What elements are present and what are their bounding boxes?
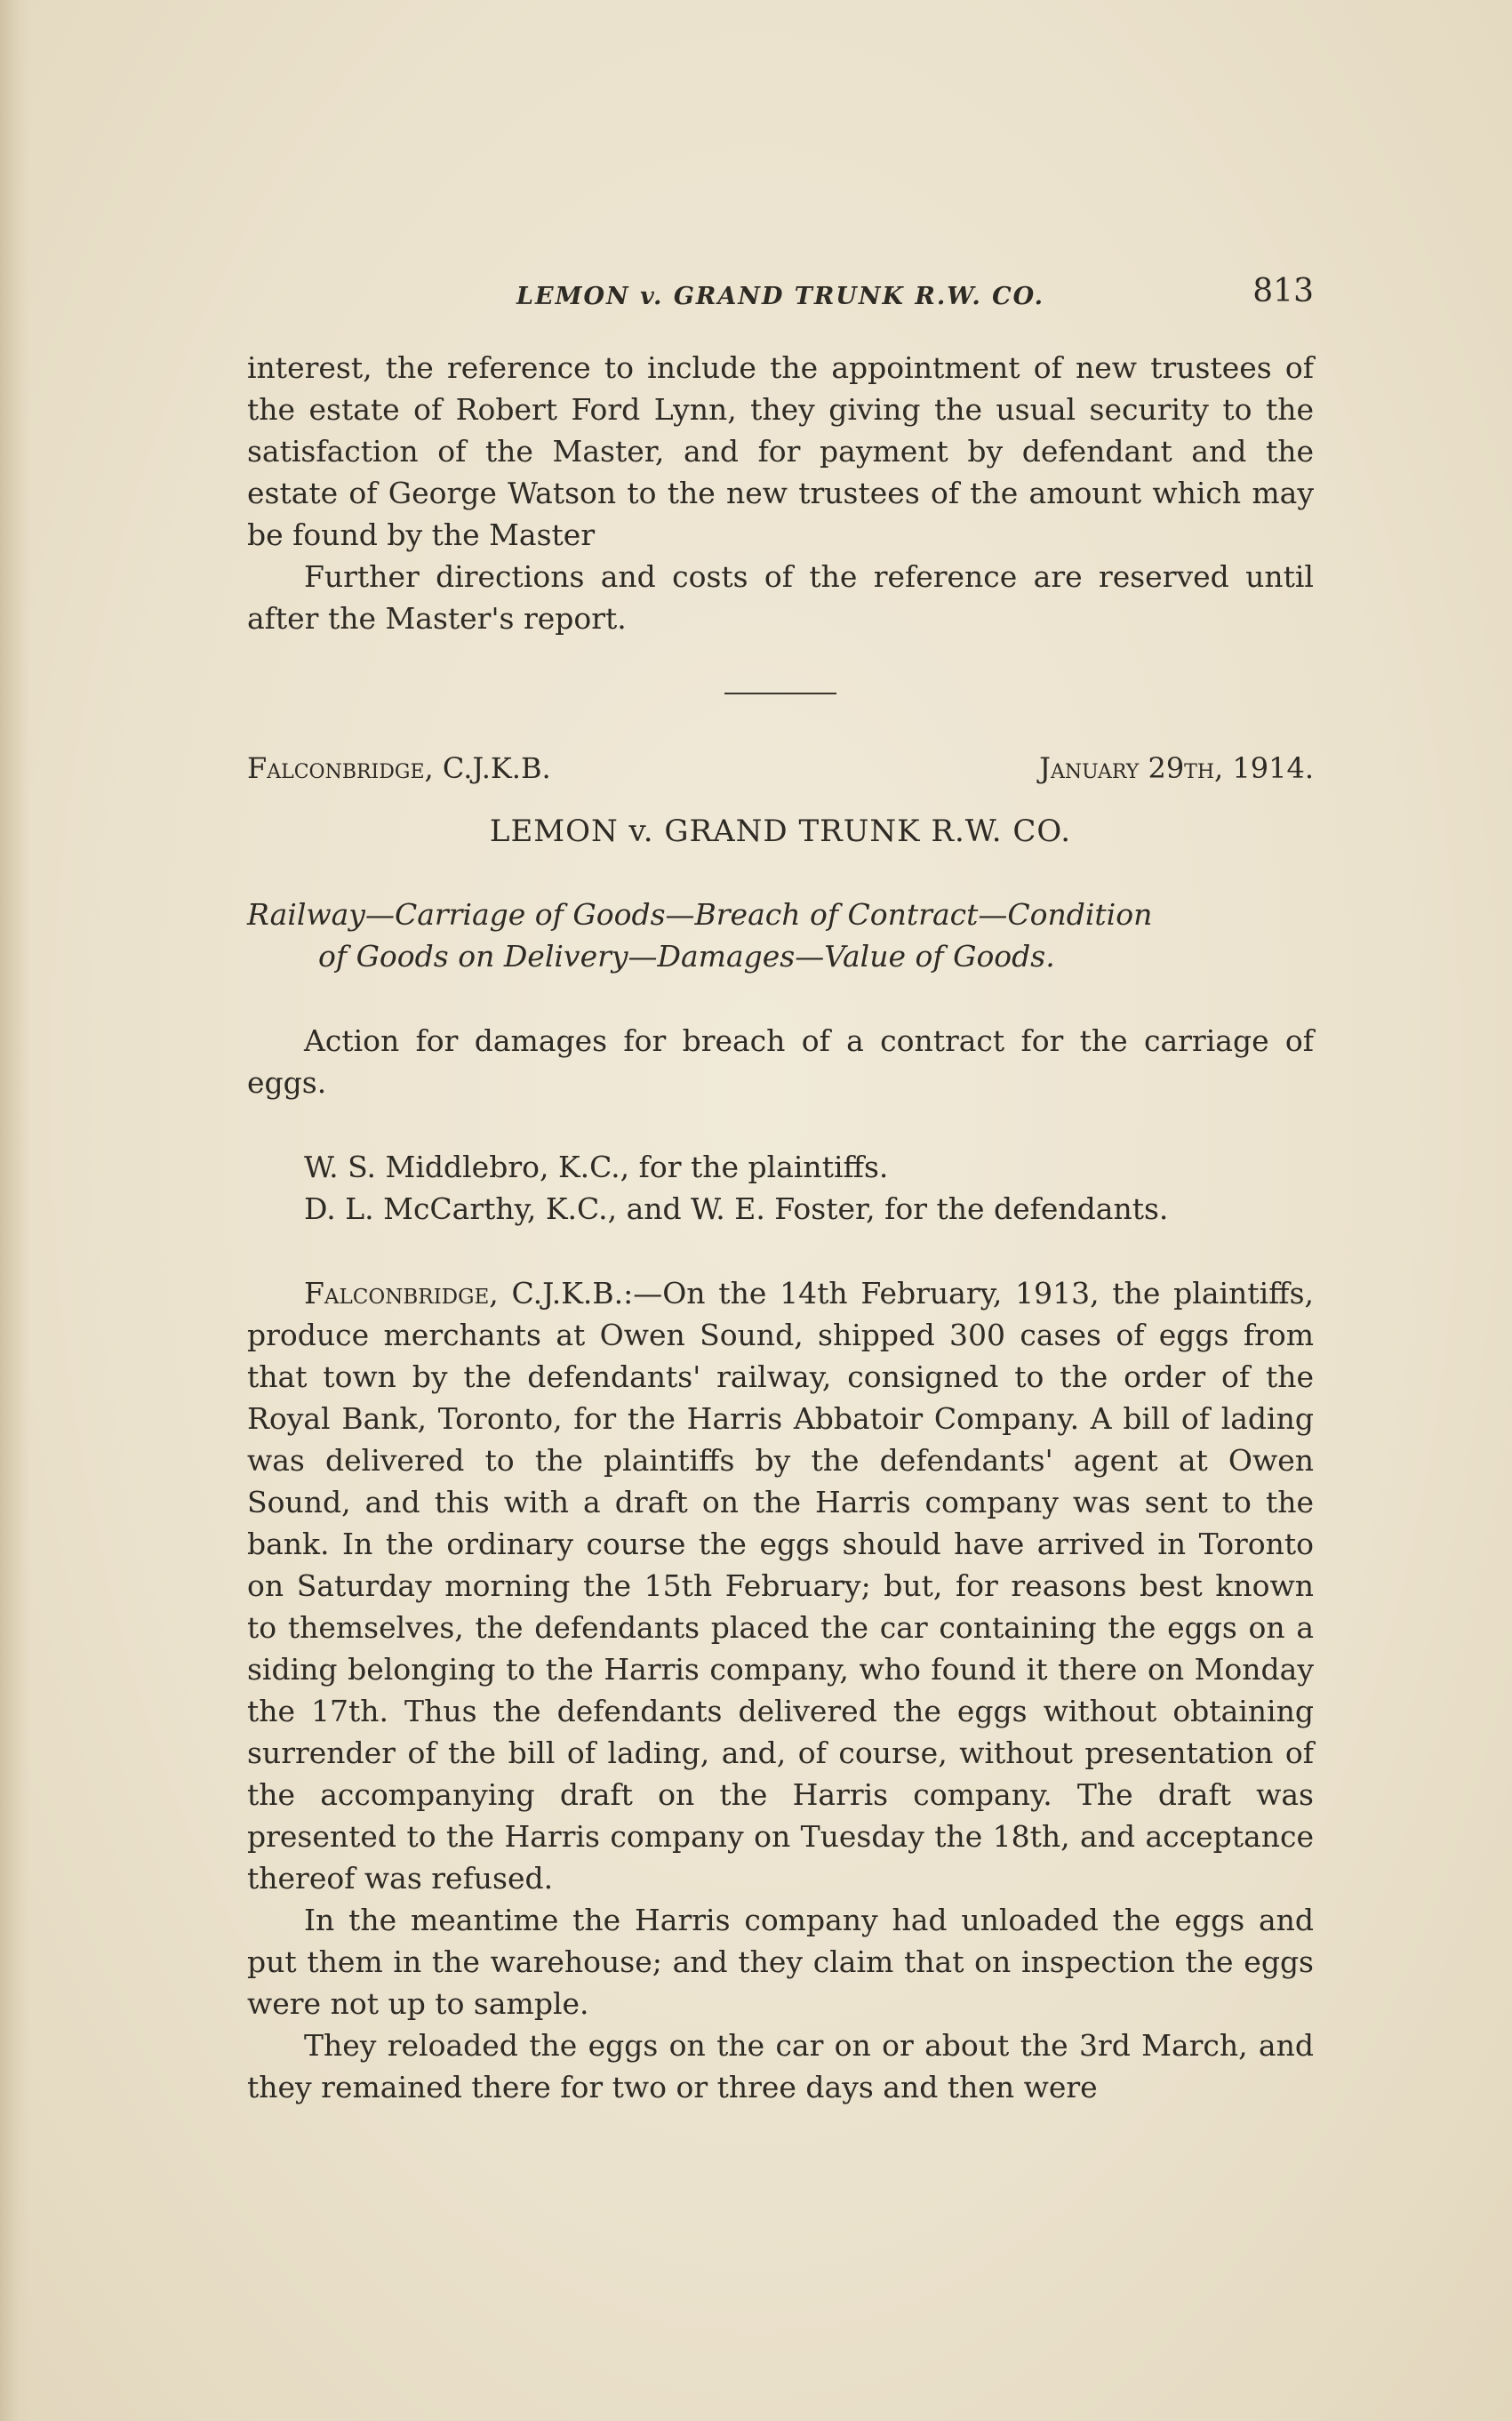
page-number: 813 bbox=[1252, 273, 1314, 309]
headnote bbox=[247, 894, 1314, 977]
judgment-paragraph-1 bbox=[247, 1272, 1314, 1899]
action-description: Action for damages for breach of a contract for the carriage of eggs. bbox=[247, 1023, 1314, 1100]
running-head-title: LEMON v. GRAND TRUNK R.W. CO. bbox=[516, 283, 1044, 310]
headnote-line-2: of Goods on Delivery—Damages—Value of Goods. bbox=[318, 939, 1055, 974]
page-text-block bbox=[247, 267, 1314, 2108]
running-head bbox=[247, 267, 1314, 320]
counsel-defendants: D. L. McCarthy, K.C., and W. E. Foster, for the defendants. bbox=[304, 1191, 1169, 1226]
counsel-plaintiffs: W. S. Middlebro, K.C., for the plaintiffs. bbox=[304, 1150, 889, 1184]
headnote-line-1: Railway—Carriage of Goods—Breach of Contract—Condition bbox=[247, 897, 1153, 932]
paragraph-further-directions: Further directions and costs of the reference are reserved until after the Master's report. bbox=[247, 559, 1314, 636]
judgment-date: January 29th, 1914. bbox=[1039, 751, 1314, 785]
judgment-judge-name: Falconbridge, C.J.K.B. bbox=[304, 1276, 624, 1311]
judge-name: Falconbridge, C.J.K.B. bbox=[247, 751, 551, 785]
section-divider bbox=[724, 693, 836, 694]
case-title: LEMON v. GRAND TRUNK R.W. CO. bbox=[489, 814, 1072, 849]
judge-date-line bbox=[247, 748, 1314, 790]
judgment-paragraph-3: They reloaded the eggs on the car on or about the 3rd March, and they remained there for two or three days and then were bbox=[247, 2028, 1314, 2104]
judgment-paragraph-1-text: :—On the 14th February, 1913, the plaintiffs, produce merchants at Owen Sound, shipped 300 cases of eggs from that town by the defendants' railway, consigned to the order of the Royal Bank, Toronto, for the Harris Abbatoir Company. A bill of lading was delivered to the plaintiffs by the defendants' agent at Owen Sound, and this with a draft on the Harris company was sent to the bank. In the ordinary course the eggs should have arrived in Toronto on Saturday morning the 15th February; but, for reasons best known to themselves, the defendants placed the car containing the eggs on a siding belonging to the Harris company, who found it there on Monday the 17th. Thus the defendants delivered the eggs without obtaining surrender of the bill of lading, and, of course, without presentation of the accompanying draft on the Harris company. The draft was presented to the Harris company on Tuesday the 18th, and acceptance thereof was refused. bbox=[247, 1276, 1314, 1896]
counsel-list bbox=[247, 1146, 1314, 1230]
judgment-paragraph-2: In the meantime the Harris company had unloaded the eggs and put them in the warehouse; and they claim that on inspection the eggs were not up to sample. bbox=[247, 1903, 1314, 2021]
paragraph-continuation: interest, the reference to include the appointment of new trustees of the estate of Robert Ford Lynn, they giving the usual security to the satisfaction of the Master, and for payment by defendant and the estate of George Watson to the new trustees of the amount which may be found by the Master bbox=[247, 350, 1314, 552]
page-spine-shadow bbox=[0, 0, 30, 2421]
